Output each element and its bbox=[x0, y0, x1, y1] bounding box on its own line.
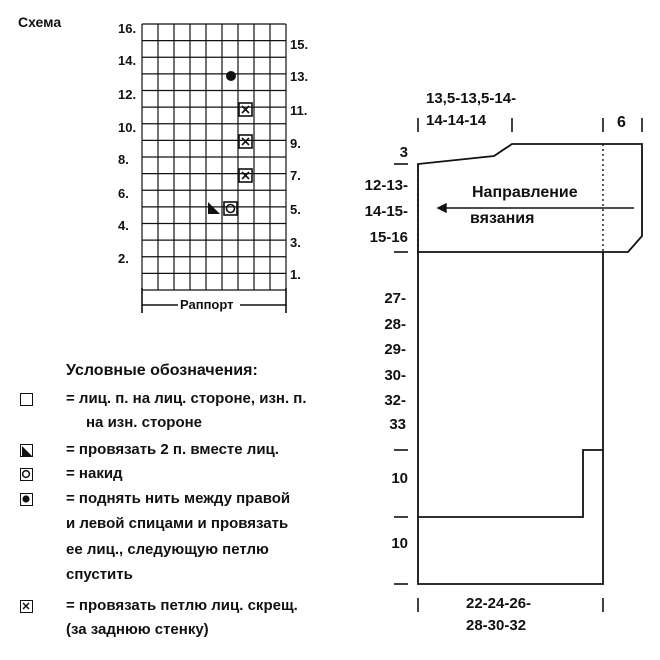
top-width-line-2: 14-14-14 bbox=[426, 112, 487, 129]
dim-3: 3 bbox=[399, 144, 408, 161]
yarn-over-circle-icon bbox=[224, 202, 237, 215]
legend-item-4-line-2: и левой спицами и провязать bbox=[66, 515, 289, 532]
row-label-5: 5. bbox=[290, 202, 301, 217]
row-label-1: 1. bbox=[290, 267, 301, 282]
row-label-14: 14. bbox=[118, 53, 137, 68]
cross-icon bbox=[239, 135, 252, 148]
legend-item-5-line-1: = провязать петлю лиц. скрещ. bbox=[66, 597, 298, 614]
bottom-width-line-2: 28-30-32 bbox=[466, 617, 527, 634]
dim-12-16-line-3: 15-16 bbox=[369, 229, 408, 246]
dim-10-upper: 10 bbox=[391, 470, 408, 487]
legend-item-1-line-1: = лиц. п. на лиц. стороне, изн. п. bbox=[66, 390, 307, 407]
direction-arrow bbox=[438, 204, 634, 212]
direction-label-line-1: Направление bbox=[472, 184, 578, 201]
row-label-9: 9. bbox=[290, 136, 301, 151]
top-right-width: 6 bbox=[617, 114, 626, 131]
row-label-2: 2. bbox=[118, 251, 129, 266]
dim-27-33-line-2: 28- bbox=[384, 316, 406, 333]
row-label-15: 15. bbox=[290, 37, 309, 52]
cross-icon bbox=[20, 600, 33, 613]
filled-dot-icon bbox=[226, 71, 236, 81]
dim-12-16-line-1: 12-13- bbox=[364, 177, 408, 194]
legend-item-5-line-2: (за заднюю стенку) bbox=[66, 621, 209, 638]
chart-grid bbox=[142, 24, 286, 290]
legend-item-4-line-1: = поднять нить между правой bbox=[66, 490, 291, 507]
row-label-12: 12. bbox=[118, 87, 137, 102]
repeat-label: Раппорт bbox=[180, 297, 234, 312]
dim-27-33-line-5: 32- bbox=[384, 392, 406, 409]
dim-27-33-line-4: 30- bbox=[384, 367, 406, 384]
cross-icon bbox=[239, 103, 252, 116]
legend-item-1-line-2: на изн. стороне bbox=[86, 414, 203, 431]
k2tog-triangle-icon bbox=[208, 202, 220, 214]
chart-symbols bbox=[208, 71, 252, 215]
row-label-4: 4. bbox=[118, 218, 129, 233]
legend-item-2-line-1: = провязать 2 п. вместе лиц. bbox=[66, 441, 279, 458]
dim-12-16-line-2: 14-15- bbox=[364, 203, 408, 220]
legend-item-3-line-1: = накид bbox=[66, 465, 123, 482]
dim-27-33-line-1: 27- bbox=[384, 290, 406, 307]
empty-square-icon bbox=[20, 393, 33, 406]
dim-27-33-line-6: 33 bbox=[389, 416, 406, 433]
scheme-title: Схема bbox=[18, 14, 62, 30]
row-label-7: 7. bbox=[290, 168, 301, 183]
dim-27-33-line-3: 29- bbox=[384, 341, 406, 358]
row-label-8: 8. bbox=[118, 152, 129, 167]
top-width-line-1: 13,5-13,5-14- bbox=[426, 90, 517, 107]
cross-icon bbox=[239, 169, 252, 182]
bottom-width-line-1: 22-24-26- bbox=[466, 595, 532, 612]
legend-title: Условные обозначения: bbox=[66, 362, 258, 379]
row-label-13: 13. bbox=[290, 69, 309, 84]
row-label-10: 10. bbox=[118, 120, 137, 135]
filled-dot-icon bbox=[20, 493, 33, 506]
row-label-16: 16. bbox=[118, 21, 137, 36]
direction-label-line-2: вязания bbox=[470, 210, 535, 227]
yarn-over-circle-icon bbox=[20, 468, 33, 481]
legend-item-4-line-3: ее лиц., следующую петлю bbox=[66, 541, 269, 558]
k2tog-triangle-icon bbox=[20, 444, 33, 457]
row-label-6: 6. bbox=[118, 186, 129, 201]
row-label-3: 3. bbox=[290, 235, 301, 250]
dim-10-lower: 10 bbox=[391, 535, 408, 552]
legend-item-4-line-4: спустить bbox=[66, 566, 133, 583]
row-label-11: 11. bbox=[290, 103, 308, 118]
